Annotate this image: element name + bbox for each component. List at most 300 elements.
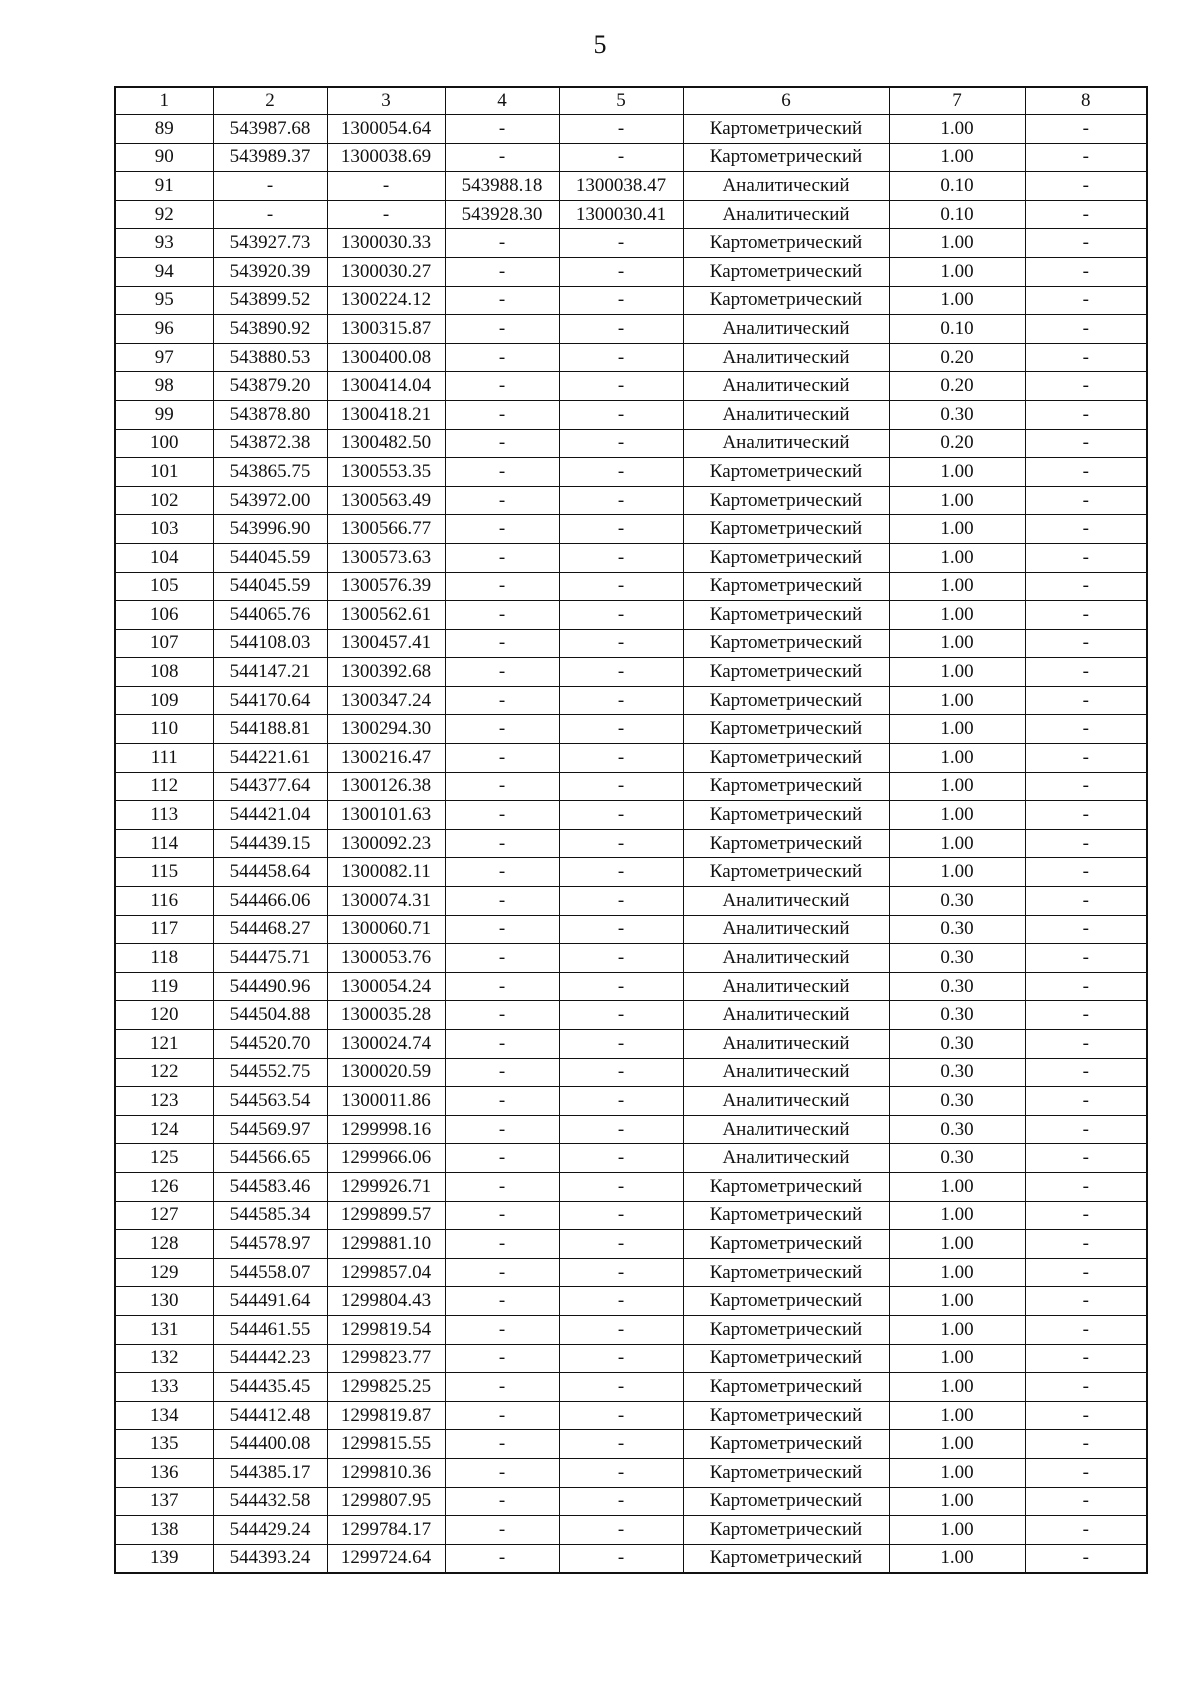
table-row — [115, 143, 1147, 172]
table-cell: - — [327, 172, 445, 201]
column-header: 5 — [559, 87, 683, 115]
table-cell: 109 — [115, 686, 213, 715]
table-cell: 139 — [115, 1544, 213, 1573]
table-cell: 129 — [115, 1258, 213, 1287]
table-row — [115, 343, 1147, 372]
table-cell: 99 — [115, 400, 213, 429]
table-cell: 544108.03 — [213, 629, 327, 658]
table-cell: 544412.48 — [213, 1401, 327, 1430]
table-cell: 544585.34 — [213, 1201, 327, 1230]
table-cell: - — [445, 944, 559, 973]
table-cell: Аналитический — [683, 1087, 889, 1116]
table-cell: 136 — [115, 1458, 213, 1487]
table-cell: - — [559, 343, 683, 372]
table-cell: - — [1025, 829, 1147, 858]
table-cell: 544421.04 — [213, 801, 327, 830]
table-cell: 1300038.47 — [559, 172, 683, 201]
table-cell: Картометрический — [683, 686, 889, 715]
table-cell: 1300392.68 — [327, 658, 445, 687]
table-cell: - — [1025, 1030, 1147, 1059]
table-cell: - — [559, 1373, 683, 1402]
table-cell: 1.00 — [889, 829, 1025, 858]
table-cell: 0.30 — [889, 972, 1025, 1001]
table-cell: - — [559, 458, 683, 487]
table-cell: - — [445, 229, 559, 258]
table-cell: 544566.65 — [213, 1144, 327, 1173]
table-cell: 1300092.23 — [327, 829, 445, 858]
table-cell: - — [1025, 115, 1147, 144]
table-cell: 544377.64 — [213, 772, 327, 801]
table-cell: 137 — [115, 1487, 213, 1516]
table-cell: 1300030.41 — [559, 200, 683, 229]
table-cell: - — [559, 972, 683, 1001]
table-cell: 1.00 — [889, 1544, 1025, 1573]
table-cell: - — [445, 1058, 559, 1087]
table-cell: 1.00 — [889, 686, 1025, 715]
table-cell: Аналитический — [683, 887, 889, 916]
table-cell: 138 — [115, 1516, 213, 1545]
table-cell: - — [445, 1115, 559, 1144]
table-cell: - — [445, 858, 559, 887]
table-cell: 0.20 — [889, 343, 1025, 372]
table-cell: 92 — [115, 200, 213, 229]
table-cell: 544429.24 — [213, 1516, 327, 1545]
table-cell: - — [445, 887, 559, 916]
table-cell: - — [559, 772, 683, 801]
table-cell: 132 — [115, 1344, 213, 1373]
table-cell: 122 — [115, 1058, 213, 1087]
table-cell: 1.00 — [889, 715, 1025, 744]
table-row — [115, 429, 1147, 458]
table-cell: 130 — [115, 1287, 213, 1316]
table-cell: - — [445, 658, 559, 687]
table-cell: 90 — [115, 143, 213, 172]
table-cell: - — [445, 458, 559, 487]
table-cell: - — [1025, 1516, 1147, 1545]
table-cell: Аналитический — [683, 172, 889, 201]
table-cell: - — [445, 1373, 559, 1402]
table-cell: 543890.92 — [213, 315, 327, 344]
table-cell: 1299784.17 — [327, 1516, 445, 1545]
table-cell: - — [1025, 1487, 1147, 1516]
table-cell: 1300216.47 — [327, 744, 445, 773]
table-cell: - — [1025, 1230, 1147, 1259]
table-cell: - — [445, 1315, 559, 1344]
table-cell: Картометрический — [683, 1373, 889, 1402]
table-cell: Картометрический — [683, 115, 889, 144]
table-cell: 543899.52 — [213, 286, 327, 315]
table-row — [115, 744, 1147, 773]
table-cell: 1300315.87 — [327, 315, 445, 344]
table-cell: 544458.64 — [213, 858, 327, 887]
table-cell: 1300126.38 — [327, 772, 445, 801]
table-cell: - — [559, 829, 683, 858]
table-cell: - — [559, 400, 683, 429]
table-cell: - — [559, 658, 683, 687]
table-cell: Аналитический — [683, 315, 889, 344]
table-cell: - — [445, 429, 559, 458]
table-cell: Картометрический — [683, 1516, 889, 1545]
table-cell: 544520.70 — [213, 1030, 327, 1059]
table-cell: - — [1025, 972, 1147, 1001]
table-cell: 1299966.06 — [327, 1144, 445, 1173]
table-cell: Аналитический — [683, 972, 889, 1001]
table-cell: 116 — [115, 887, 213, 916]
table-cell: Аналитический — [683, 1058, 889, 1087]
table-cell: 1299819.54 — [327, 1315, 445, 1344]
table-cell: Картометрический — [683, 1315, 889, 1344]
table-cell: Аналитический — [683, 343, 889, 372]
table-cell: 1300482.50 — [327, 429, 445, 458]
table-cell: 1300053.76 — [327, 944, 445, 973]
table-cell: 543865.75 — [213, 458, 327, 487]
table-cell: - — [559, 1087, 683, 1116]
table-cell: Картометрический — [683, 629, 889, 658]
table-cell: - — [559, 601, 683, 630]
column-header: 6 — [683, 87, 889, 115]
table-row — [115, 286, 1147, 315]
table-cell: 543920.39 — [213, 257, 327, 286]
table-cell: 544466.06 — [213, 887, 327, 916]
table-cell: - — [445, 829, 559, 858]
table-cell: - — [1025, 229, 1147, 258]
table-row — [115, 944, 1147, 973]
table-cell: 123 — [115, 1087, 213, 1116]
table-row — [115, 772, 1147, 801]
page-number: 5 — [593, 30, 607, 59]
table-cell: 1.00 — [889, 772, 1025, 801]
table-row — [115, 1115, 1147, 1144]
table-cell: - — [445, 601, 559, 630]
table-cell: - — [1025, 543, 1147, 572]
table-cell: - — [445, 1458, 559, 1487]
table-cell: - — [445, 1230, 559, 1259]
table-cell: 108 — [115, 658, 213, 687]
table-cell: 115 — [115, 858, 213, 887]
table-cell: 106 — [115, 601, 213, 630]
table-row — [115, 1201, 1147, 1230]
table-row — [115, 1430, 1147, 1459]
table-cell: Картометрический — [683, 572, 889, 601]
table-cell: - — [445, 572, 559, 601]
table-cell: 1300418.21 — [327, 400, 445, 429]
table-cell: 0.30 — [889, 1001, 1025, 1030]
table-row — [115, 115, 1147, 144]
table-cell: - — [1025, 486, 1147, 515]
table-cell: 1300224.12 — [327, 286, 445, 315]
table-cell: 544045.59 — [213, 572, 327, 601]
table-cell: - — [1025, 143, 1147, 172]
table-cell: 544385.17 — [213, 1458, 327, 1487]
table-cell: 0.30 — [889, 400, 1025, 429]
table-cell: 1.00 — [889, 744, 1025, 773]
table-row — [115, 1087, 1147, 1116]
table-row — [115, 1458, 1147, 1487]
table-cell: - — [1025, 1001, 1147, 1030]
table-cell: 1300035.28 — [327, 1001, 445, 1030]
table-cell: 112 — [115, 772, 213, 801]
table-cell: 544170.64 — [213, 686, 327, 715]
table-cell: Картометрический — [683, 486, 889, 515]
table-row — [115, 400, 1147, 429]
table-cell: - — [1025, 1344, 1147, 1373]
table-cell: Картометрический — [683, 515, 889, 544]
table-cell: - — [445, 744, 559, 773]
table-cell: - — [445, 515, 559, 544]
table-cell: - — [1025, 1315, 1147, 1344]
table-cell: - — [1025, 315, 1147, 344]
table-cell: - — [1025, 801, 1147, 830]
table-cell: Картометрический — [683, 715, 889, 744]
table-cell: 1.00 — [889, 1373, 1025, 1402]
table-cell: - — [445, 972, 559, 1001]
table-cell: Картометрический — [683, 257, 889, 286]
table-cell: - — [559, 143, 683, 172]
table-cell: 1.00 — [889, 1516, 1025, 1545]
table-cell: 544490.96 — [213, 972, 327, 1001]
table-body — [115, 115, 1147, 1574]
table-cell: 0.30 — [889, 887, 1025, 916]
table-row — [115, 172, 1147, 201]
table-cell: 544558.07 — [213, 1258, 327, 1287]
table-cell: 121 — [115, 1030, 213, 1059]
table-cell: 0.10 — [889, 200, 1025, 229]
table-cell: 544475.71 — [213, 944, 327, 973]
table-cell: - — [1025, 200, 1147, 229]
table-cell: 1.00 — [889, 1287, 1025, 1316]
table-cell: 1300011.86 — [327, 1087, 445, 1116]
table-cell: 101 — [115, 458, 213, 487]
table-cell: 1299823.77 — [327, 1344, 445, 1373]
table-cell: Картометрический — [683, 1344, 889, 1373]
table-cell: 118 — [115, 944, 213, 973]
table-cell: 0.30 — [889, 1030, 1025, 1059]
table-cell: 1299804.43 — [327, 1287, 445, 1316]
table-cell: - — [559, 543, 683, 572]
table-cell: 1.00 — [889, 1458, 1025, 1487]
table-cell: - — [445, 801, 559, 830]
table-cell: - — [1025, 887, 1147, 916]
table-cell: 1.00 — [889, 515, 1025, 544]
table-cell: 1300566.77 — [327, 515, 445, 544]
table-cell: 543988.18 — [445, 172, 559, 201]
table-cell: 1300038.69 — [327, 143, 445, 172]
table-row — [115, 1144, 1147, 1173]
table-cell: 1300553.35 — [327, 458, 445, 487]
table-cell: - — [445, 315, 559, 344]
table-cell: - — [445, 486, 559, 515]
table-row — [115, 1516, 1147, 1545]
table-row — [115, 486, 1147, 515]
table-cell: - — [445, 1344, 559, 1373]
table-cell: 543987.68 — [213, 115, 327, 144]
table-cell: 134 — [115, 1401, 213, 1430]
table-row — [115, 229, 1147, 258]
table-cell: 0.10 — [889, 315, 1025, 344]
table-row — [115, 601, 1147, 630]
table-cell: 110 — [115, 715, 213, 744]
table-cell: - — [213, 200, 327, 229]
table-cell: - — [559, 1030, 683, 1059]
table-row — [115, 315, 1147, 344]
table-cell: 544491.64 — [213, 1287, 327, 1316]
table-cell: - — [1025, 1144, 1147, 1173]
table-row — [115, 629, 1147, 658]
table-cell: 544442.23 — [213, 1344, 327, 1373]
table-cell: - — [559, 887, 683, 916]
table-cell: - — [1025, 944, 1147, 973]
table-row — [115, 1315, 1147, 1344]
table-cell: - — [445, 1001, 559, 1030]
table-cell: 104 — [115, 543, 213, 572]
table-cell: Аналитический — [683, 200, 889, 229]
table-cell: - — [1025, 1458, 1147, 1487]
table-cell: 1299926.71 — [327, 1172, 445, 1201]
table-cell: Аналитический — [683, 1144, 889, 1173]
table-cell: 125 — [115, 1144, 213, 1173]
table-cell: Картометрический — [683, 772, 889, 801]
table-row — [115, 543, 1147, 572]
table-cell: - — [559, 1516, 683, 1545]
table-cell: 124 — [115, 1115, 213, 1144]
table-cell: - — [445, 1287, 559, 1316]
table-cell: - — [559, 1544, 683, 1573]
table-cell: 544569.97 — [213, 1115, 327, 1144]
table-row — [115, 887, 1147, 916]
table-cell: 1.00 — [889, 601, 1025, 630]
table-row — [115, 1172, 1147, 1201]
table-row — [115, 515, 1147, 544]
table-cell: 544552.75 — [213, 1058, 327, 1087]
table-row — [115, 1373, 1147, 1402]
table-cell: 1.00 — [889, 1430, 1025, 1459]
table-cell: 1.00 — [889, 1487, 1025, 1516]
table-cell: 1299998.16 — [327, 1115, 445, 1144]
table-cell: 1.00 — [889, 1258, 1025, 1287]
table-cell: 1300294.30 — [327, 715, 445, 744]
table-cell: 1.00 — [889, 486, 1025, 515]
table-cell: - — [559, 1487, 683, 1516]
table-cell: - — [559, 744, 683, 773]
table-cell: Картометрический — [683, 1258, 889, 1287]
table-cell: - — [1025, 915, 1147, 944]
table-row — [115, 1030, 1147, 1059]
table-cell: - — [1025, 1287, 1147, 1316]
table-cell: Аналитический — [683, 915, 889, 944]
table-cell: - — [445, 1172, 559, 1201]
table-row — [115, 801, 1147, 830]
table-cell: Аналитический — [683, 1115, 889, 1144]
table-cell: 113 — [115, 801, 213, 830]
table-row — [115, 1544, 1147, 1573]
table-cell: 544504.88 — [213, 1001, 327, 1030]
table-cell: - — [445, 1201, 559, 1230]
table-cell: Картометрический — [683, 229, 889, 258]
table-cell: 117 — [115, 915, 213, 944]
table-cell: 0.20 — [889, 372, 1025, 401]
table-cell: - — [445, 1430, 559, 1459]
table-cell: 0.30 — [889, 944, 1025, 973]
table-cell: 98 — [115, 372, 213, 401]
table-cell: - — [445, 543, 559, 572]
column-header: 7 — [889, 87, 1025, 115]
table-row — [115, 458, 1147, 487]
table-cell: 1300563.49 — [327, 486, 445, 515]
table-cell: 543928.30 — [445, 200, 559, 229]
table-cell: - — [445, 286, 559, 315]
table-cell: 94 — [115, 257, 213, 286]
table-cell: - — [559, 1430, 683, 1459]
table-cell: 1.00 — [889, 1172, 1025, 1201]
table-cell: - — [559, 1230, 683, 1259]
table-cell: Картометрический — [683, 543, 889, 572]
table-cell: 0.30 — [889, 915, 1025, 944]
table-cell: 544400.08 — [213, 1430, 327, 1459]
table-cell: 544045.59 — [213, 543, 327, 572]
table-cell: - — [1025, 686, 1147, 715]
table-cell: Картометрический — [683, 858, 889, 887]
table-cell: - — [1025, 257, 1147, 286]
table-cell: 1.00 — [889, 115, 1025, 144]
table-cell: 1299825.25 — [327, 1373, 445, 1402]
table-cell: 111 — [115, 744, 213, 773]
table-cell: 91 — [115, 172, 213, 201]
table-cell: - — [559, 1058, 683, 1087]
table-row — [115, 257, 1147, 286]
table-cell: - — [559, 944, 683, 973]
table-row — [115, 858, 1147, 887]
table-cell: 1300573.63 — [327, 543, 445, 572]
table-cell: Картометрический — [683, 1201, 889, 1230]
table-cell: 1.00 — [889, 229, 1025, 258]
table-header — [115, 87, 1147, 115]
table-cell: 1.00 — [889, 257, 1025, 286]
table-cell: - — [559, 1172, 683, 1201]
table-cell: Картометрический — [683, 829, 889, 858]
table-cell: - — [1025, 1401, 1147, 1430]
table-cell: - — [445, 686, 559, 715]
table-cell: 1.00 — [889, 658, 1025, 687]
table-cell: 1299724.64 — [327, 1544, 445, 1573]
table-cell: Картометрический — [683, 1430, 889, 1459]
table-cell: 131 — [115, 1315, 213, 1344]
table-row — [115, 1230, 1147, 1259]
table-cell: - — [445, 343, 559, 372]
table-cell: - — [559, 286, 683, 315]
table-cell: - — [559, 858, 683, 887]
table-cell: - — [1025, 858, 1147, 887]
table-row — [115, 1287, 1147, 1316]
table-row — [115, 572, 1147, 601]
table-cell: 1.00 — [889, 1230, 1025, 1259]
table-cell: - — [1025, 1373, 1147, 1402]
table-cell: - — [445, 1258, 559, 1287]
table-cell: Аналитический — [683, 1001, 889, 1030]
table-cell: - — [445, 400, 559, 429]
table-cell: 1300576.39 — [327, 572, 445, 601]
table-cell: - — [1025, 1430, 1147, 1459]
table-cell: 544432.58 — [213, 1487, 327, 1516]
table-cell: 1299881.10 — [327, 1230, 445, 1259]
table-row — [115, 1001, 1147, 1030]
table-cell: - — [1025, 1087, 1147, 1116]
table-cell: 1.00 — [889, 143, 1025, 172]
table-cell: 1300024.74 — [327, 1030, 445, 1059]
coordinates-table — [114, 86, 1148, 1574]
table-cell: Картометрический — [683, 658, 889, 687]
table-cell: 97 — [115, 343, 213, 372]
column-header: 3 — [327, 87, 445, 115]
